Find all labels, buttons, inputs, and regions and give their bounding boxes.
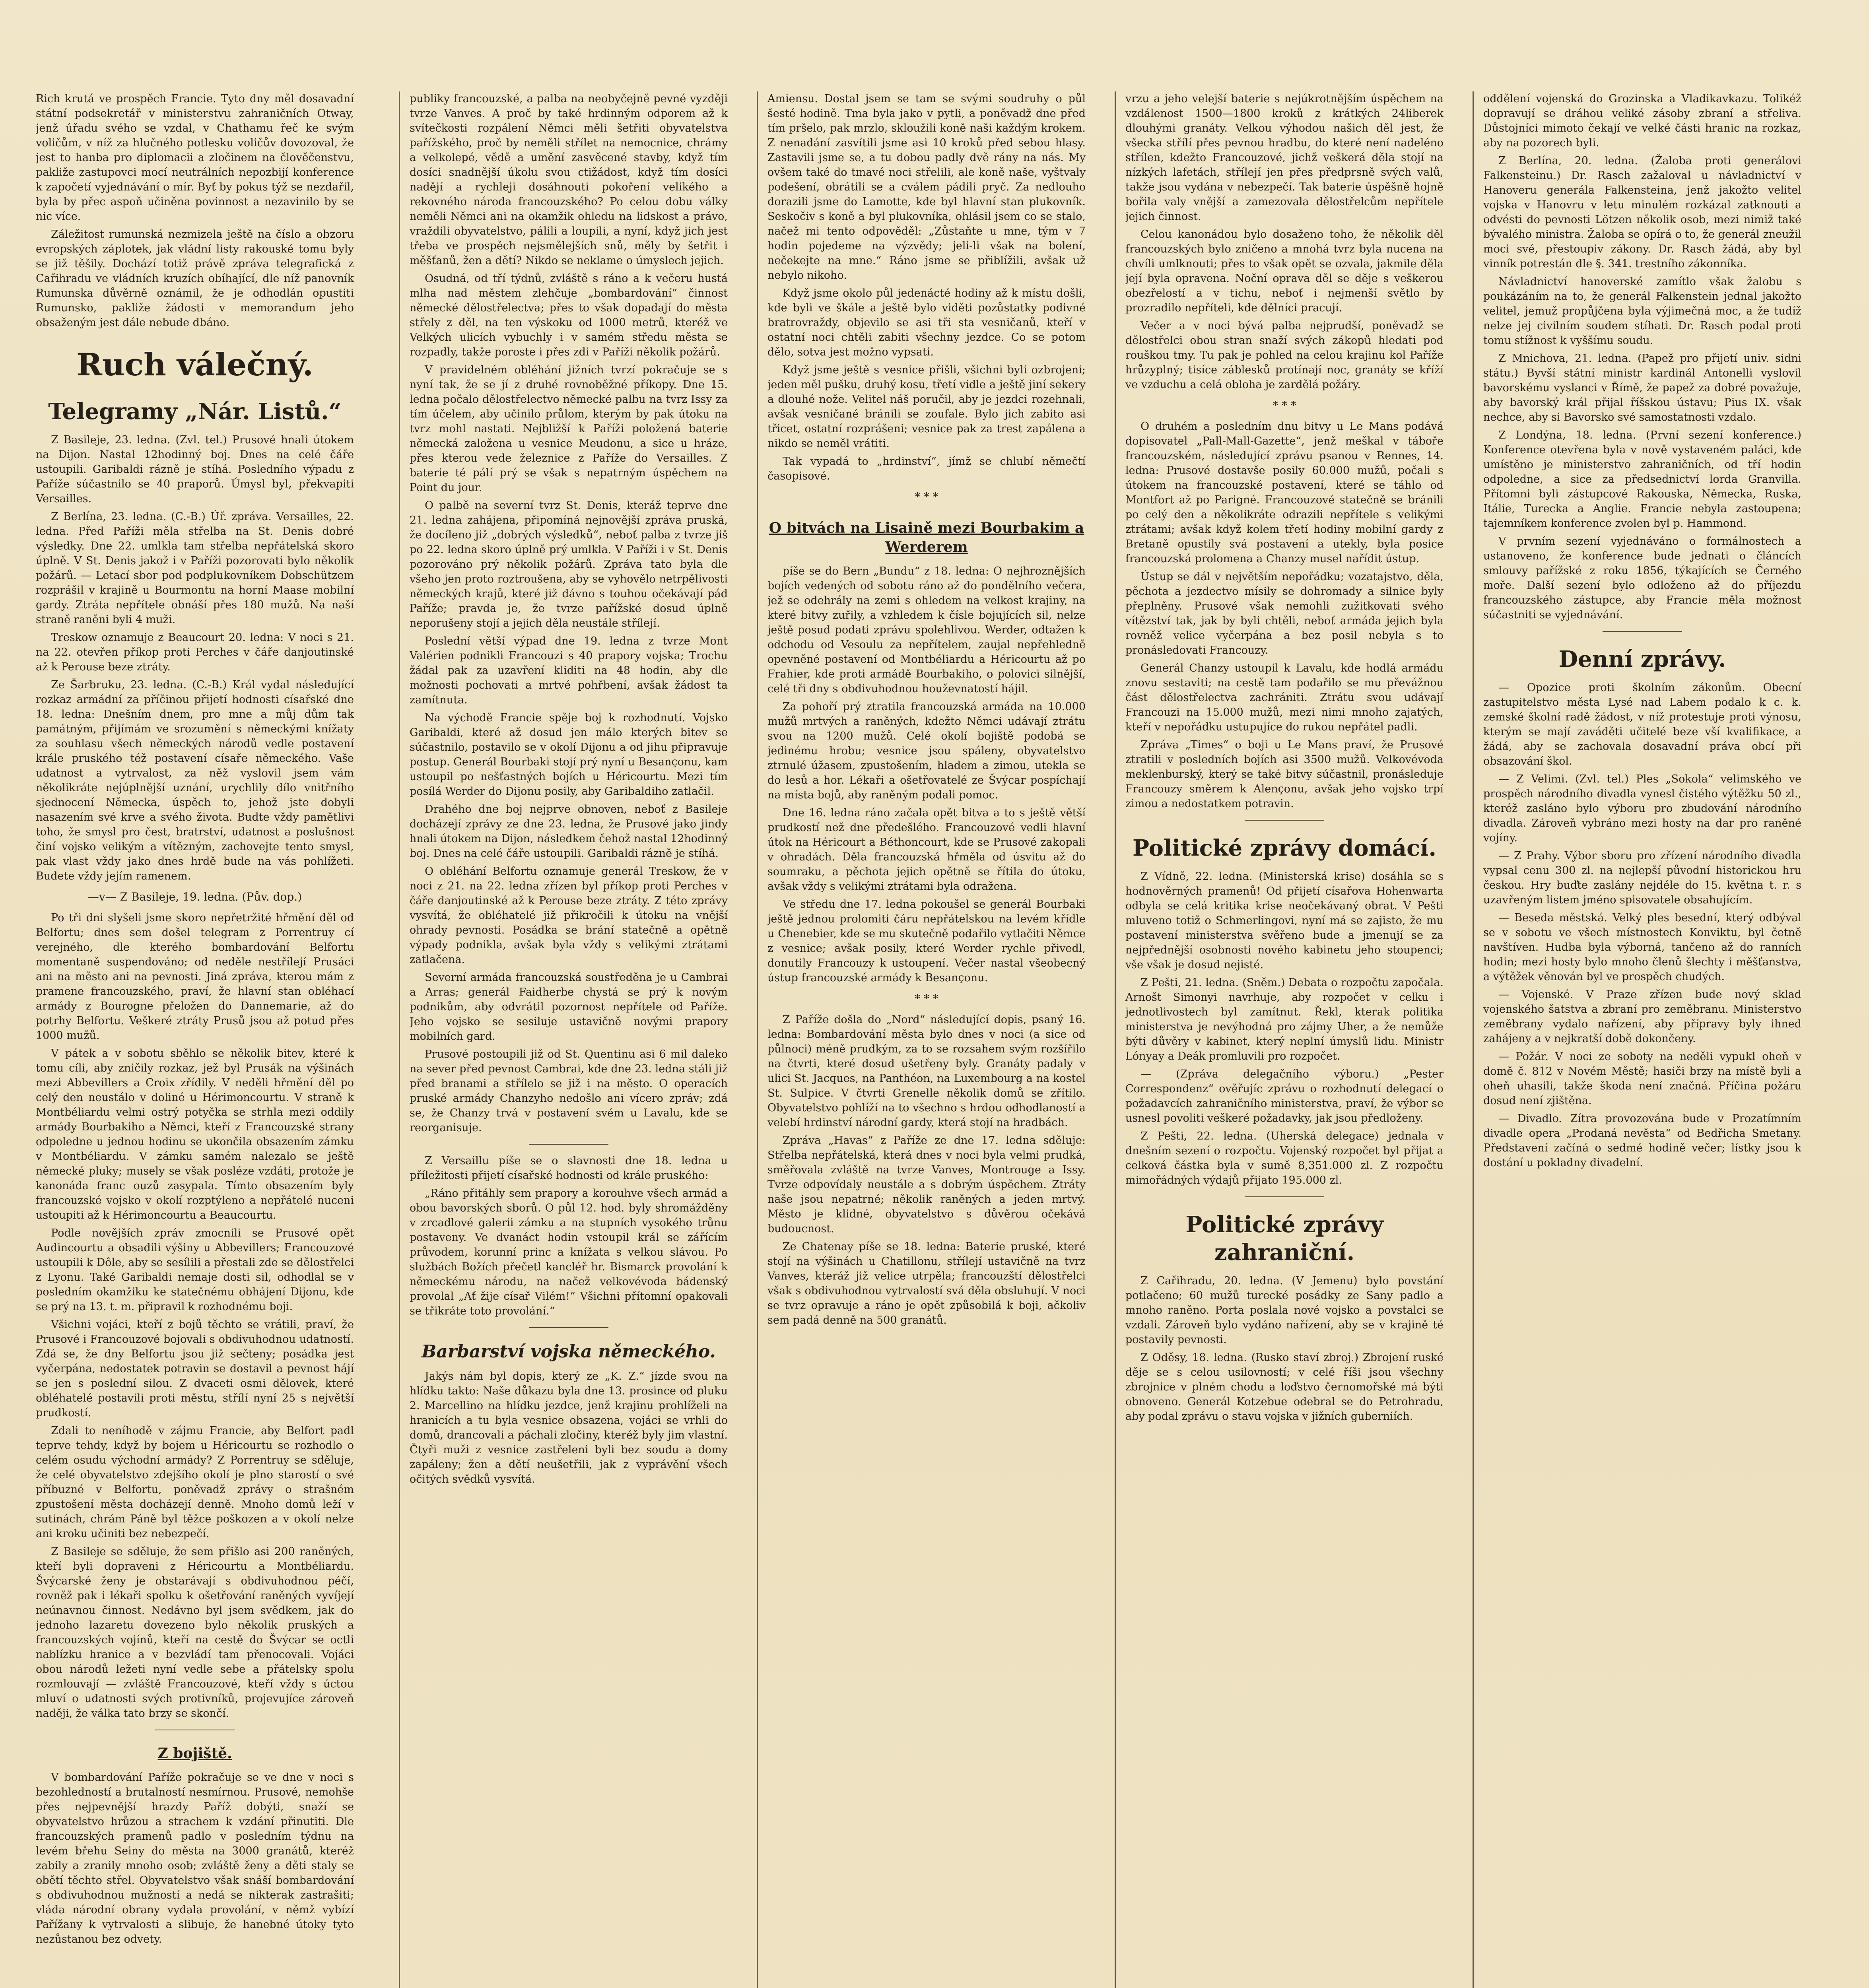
divider: [1245, 1196, 1324, 1197]
divider: [1245, 820, 1324, 821]
section-separator: * * *: [1273, 399, 1296, 412]
article-paragraph: Z Londýna, 18. ledna. (První sezení konference.) Konference otevřena byla v nově vystaveném paláci, kde umístěno je ministerstvo zahraničních, od tří hodin odpoledne, a sice za předsednictví lorda Granvilla. Přítomni byli zástupcové Rakouska, Německa, Ruska, Itálie, Turecka a Anglie. Francie nebyla zastoupena; tajemníkem konference zvolen byl p. Hammond.: [1483, 429, 1801, 530]
article-paragraph: Generál Chanzy ustoupil k Lavalu, kde hodlá armádu znovu sestaviti; na cestě tam podařilo se mu převážnou část dělostřelectva zachrániti. Ztrátu svou udávají Francouzi na 15.000 mužů, mezi nimi mnoho zajatých, kteří v nepořádku ustupujíce do rukou nepřátel padli.: [1125, 662, 1444, 733]
divider: [529, 1144, 608, 1145]
article-paragraph: Drahého dne boj nejprve obnoven, neboť z Basileje docházejí zprávy ze dne 23. ledna, že Prusové jako jindy hnali útokem na Dijon, následkem čehož nastal 12hodinný boj. Dnes na celé čáře ustoupili. Garibaldi rázně je stíhá.: [410, 803, 728, 860]
article-paragraph: Zdali to neníhodě v zájmu Francie, aby Belfort padl teprve tehdy, když by bojem u Héricourtu se rozhodlo o celém osudu východní armády? Z Porrentruy se sděluje, že celé obyvatelstvo zdejšího okolí je plno starostí o své příbuzné v Belfortu, poněvadž zprávy o strašném zpustošení města docházejí denně. Mnoho domů leží v sutinách, chrám Páně byl těžce poškozen a v okolí nelze ani kroku učiniti bez nebezpečí.: [36, 1425, 354, 1540]
article-paragraph: — Vojenské. V Praze zřízen bude nový sklad vojenského šatstva a zbraní pro zeměbranu. Ministerstvo zeměbrany vydalo nařízení, aby přípravy byly ihned zahájeny a v nejkratší době dokončeny.: [1483, 988, 1801, 1045]
article-paragraph: Ve středu dne 17. ledna pokoušel se generál Bourbaki ještě jednou prolomiti čáru nepřátelskou na levém křídle u Chenebier, kde se mu skutečně podařilo vytlačiti Němce z vesnice; avšak posily, které Werder rychle přivedl, donutily Francouzy k ustoupení. Večer nastal všeobecný ústup francouzské armády k Besançonu.: [767, 898, 1086, 984]
column-rule: [757, 91, 758, 1988]
article-paragraph: Z Berlína, 20. ledna. (Žaloba proti generálovi Falkensteinu.) Dr. Rasch zažaloval u návladnictví v Hanoveru generála Falkensteina, jenž jakožto velitel vojska v Hanovru v letu minulém rozkázal zatknouti a odvésti do pevnosti Lötzen několik osob, mezi nimiž také bývalého ministra. Žaloba se opírá o to, že generál zneužil moci své, přestoupiv zákony. Dr. Rasch žádá, aby byl vinník potrestán dle §. 341. trestního zákonníka.: [1483, 155, 1801, 270]
article-paragraph: Ze Chatenay píše se 18. ledna: Baterie pruské, které stojí na výšinách u Chatillonu, střílejí ustavičně na tvrz Vanves, kteráž již velice utrpěla; francouzští dělostřelci však s obdivuhodnou vytrvalostí svá děla obsluhují. V noci se tvrz opravuje a ráno je opět způsobilá k boji, ačkoliv sem padá denně na 500 granátů.: [767, 1241, 1086, 1326]
column-4: [1125, 91, 1444, 1988]
article-paragraph: Záležitost rumunská nezmizela ještě na číslo a obzoru evropských záplotek, jak vládní listy rakouské tomu byly se již těšily. Dochází totiž právě zpráva telegrafická z Cařihradu ve vládních kruzích obíhající, dle níž panovník Rumunska důvěrně oznámil, že je odhodlán opustiti Rumunsko, pakliže žádosti v memorandum jeho obsaženým jest dále nebude dbáno.: [36, 228, 354, 329]
section-separator: * * *: [915, 992, 938, 1005]
article-paragraph: V prvním sezení vyjednáváno o formálnostech a ustanoveno, že konference bude jednati o článcích smlouvy pařížské z roku 1856, týkajících se Černého moře. Další sezení bylo odloženo až do příjezdu francouzského zástupce, aby Francie měla možnost súčastniti se vyjednávání.: [1483, 535, 1801, 621]
article-paragraph: Zpráva „Havas“ z Paříže ze dne 17. ledna sděluje: Střelba nepřátelská, která dnes v noci byla velmi prudká, směřovala zvláště na tvrze Vanves, Montrouge a Issy. Tvrze odpovídaly neustále a s dobrým úspěchem. Ztráty naše jsou nepatrné; několik raněných a jeden mrtvý. Město je klidné, obyvatelstvo s důvěrou očekává budoucnost.: [767, 1134, 1086, 1235]
article-paragraph: Všichni vojáci, kteří z bojů těchto se vrátili, praví, že Prusové i Francouzové bojovali s obdivuhodnou udatností. Zdá se, že dny Belfortu jsou již sečteny; posádka jest vyčerpána, nedostatek potravin se dostavil a pevnost hájí se jen s poslední silou. Z dvaceti osmi dělovek, které obléhatelé postavili proti městu, střílí nyní 25 s největší prudkostí.: [36, 1318, 354, 1419]
article-paragraph: Treskow oznamuje z Beaucourt 20. ledna: V noci s 21. na 22. otevřen příkop proti Perches v čáře danjoutinské až k Perouse beze ztráty.: [36, 631, 354, 673]
section-headline: Z bojiště.: [157, 1745, 232, 1762]
article-paragraph: — Požár. V noci ze soboty na neděli vypukl oheň v domě č. 812 v Novém Městě; hasiči brzy na místě byli a oheň uhasili, takže škoda není značná. Příčina požáru dosud není zjištěna.: [1483, 1050, 1801, 1107]
article-paragraph: Severní armáda francouzská soustředěna je u Cambrai a Arras; generál Faidherbe chystá se prý k novým podnikům, aby odvrátil pozornost nepřítele od Paříže. Jeho vojsko se sesiluje ustavičně novými prapory mobilních gard.: [410, 971, 728, 1043]
section-headline: Politické zprávy domácí.: [1133, 835, 1436, 861]
article-paragraph: Z Basileje, 23. ledna. (Zvl. tel.) Prusové hnali útokem na Dijon. Nastal 12hodinný boj. Dnes na celé čáře ustoupili. Garibaldi rázně je stíhá. Posledního výpadu z Paříže súčastnilo se 40 praporů. Úmysl byl, překvapiti Versailles.: [36, 434, 354, 505]
column-2: [410, 91, 728, 1988]
divider: [529, 1327, 608, 1328]
article-paragraph: Tak vypadá to „hrdinství“, jímž se chlubí němečtí časopisové.: [767, 455, 1086, 482]
section-headline: Barbarství vojska německého.: [422, 1342, 716, 1362]
article-paragraph: Celou kanonádou bylo dosaženo toho, že několik děl francouzských bylo zničeno a mnohá tvrz byla nucena na chvíli umlknouti; přes to však opět se ozvala, jakmile děla její byla opravena. Noční oprava děl se děje s veškerou obezřelostí a v tichu, neboť i nejmenší světlo by prozradilo nepříteli, kde dělníci pracují.: [1125, 228, 1444, 314]
article-paragraph: Z Basileje se sděluje, že sem přišlo asi 200 raněných, kteří byli dopraveni z Héricourtu a Montbéliardu. Švýcarské ženy je obstarávají s obdivuhodnou péčí, rovněž pak i lékaři spolku k ošetřování raněných vyvíjejí neúnavnou činnost. Nedávno byl jsem svědkem, jak do jednoho lazaretu dovezeno bylo několik pruských a francouzských vojínů, kteří na cestě do Švýcar se octli nablízku hranice a v bezvládí tam přenocovali. Vojáci obou národů ležeti nyní vedle sebe a přátelsky spolu rozmlouvají — zvláště Francouzové, kteří vždy s úctou mluví o udatnosti svých protivníků, projevujíce zároveň naději, že válka tato brzy se skončí.: [36, 1545, 354, 1720]
section-headline: Ruch válečný.: [76, 347, 313, 383]
article-paragraph: — Divadlo. Zítra provozována bude v Prozatímním divadle opera „Prodaná nevěsta“ od Bedřicha Smetany. Představení začíná o sedmé hodině večer; lístky jsou k dostání u pokladny divadelní.: [1483, 1112, 1801, 1169]
column-rule: [1115, 91, 1116, 1988]
section-headline: Politické zprávy zahraniční.: [1185, 1211, 1383, 1266]
article-paragraph: Jakýs nám byl dopis, který ze „K. Z.“ jízde svou na hlídku takto: Naše důkazu byla dne 13. prosince od pluku 2. Marcellino na hlídku jezdce, jenž krajinu prohlíželi na hranicích a tu byla vesnice obsazena, vojáci se vrhli do domů, drancovali a páchali zločiny, kteréž byly jim vlastní. Čtyři muži z vesnice zastřeleni byli bez soudu a domy zapáleny; žen a dětí neušetřili, jak z vyprávění všech očitých svědků vysvítá.: [410, 1370, 728, 1485]
article-paragraph: Z Vídně, 22. ledna. (Ministerská krise) dosáhla se s hodnověrných pramenů! Od přijetí císařova Hohenwarta odbyla se celá kritika krise neočekávaný obrat. V Pešti mluveno totiž o Schmerlingovi, nyní má se zajisto, že mu postavení ministerstva svěřeno bude a jmenují se za nejpřednější osobnosti nového kabinetu jeho stoupenci; vše však je dosud nejisté.: [1125, 870, 1444, 971]
article-paragraph: Z Mnichova, 21. ledna. (Papež pro přijetí univ. sidni státu.) Byvší státní ministr kardinál Antonelli vyslovil bavorskému vyslanci v Římě, že papež za dobré považuje, aby bavorský král přijal říšskou ústavu; Pius IX. však nechce, aby si Bavorsko své samostatnosti vzdalo.: [1483, 352, 1801, 423]
article-paragraph: Ze Šarbruku, 23. ledna. (C.-B.) Král vydal následující rozkaz armádní za příčinou přijetí hodnosti císařské dne 18. ledna: Dnešním dnem, pro mne a můj dům tak památným, přijímám ve srozumění s německými knížaty za souhlasu všech německých národů vedle postavení krále pruského též postavení císaře německého. Vaše udatnost a vytrvalost, za něž vyslovil jsem vám několikráte nejúplnější uznání, urychlily dílo vnitřního sjednocení Německa, úspěch to, jehož jste dobyli nasazením své krve a svého života. Budte vždy pamětlivi toho, že smysl pro čest, bratrství, udatnost a poslušnost činí vojsko velikým a vítězným, zachovejte tento smysl, pak vlast vždy jako dnes hrdě bude na vás pohlížeti. Budete vždy jejím ramenem.: [36, 679, 354, 882]
article-paragraph: publiky francouzské, a palba na neobyčejně pevné vyzději tvrze Vanves. A proč by také hrdinným odporem až k svítečkosti rozpálení Němci měli šetřiti obyvatelstva pařížského, proč by neměli střílet na nemocnice, chrámy a velkolepé, vědě a umění zasvěcené stavby, když tím dosíci snadnější úkolu svou ctižádost, když tím dosíci nadějí a rychleji dosáhnouti pokoření velikého a rekovného národa francouzského? Po celou dobu války neměli Němci ani na okamžik ohledu na lidskost a právo, vraždili obyvatelstvo, pálili a loupili, a nyní, když jich jest třeba ve prospěch nejsmělejších snů, měly by šetřit i měšťanů, žen a dětí? Nikdo se neklame o úmyslech jejich.: [410, 93, 728, 267]
column-5: [1483, 91, 1801, 1988]
article-paragraph: „Ráno přitáhly sem prapory a korouhve všech armád a obou bavorských sborů. O půl 12. hod. byly shromážděny v zrcadlové galerii zámku a na stupních vysokého trůnu postaveny. Ve dvanáct hodin vstoupil král se zářícím průvodem, korunní princ a knížata s velkou slávou. Po službách Božích přečetl kancléř hr. Bismarck provolání k německému národu, na načež velkovévoda bádenský provolal „Ať žije císař Vilém!“ Všichni přítomní opakovali se třikráte toto provolání.“: [410, 1187, 728, 1317]
article-paragraph: O druhém a posledním dnu bitvy u Le Mans podává dopisovatel „Pall-Mall-Gazette“, jenž meškal v táboře francouzském, následující zprávu psanou v Rennes, 14. ledna: Prusové dostavše posily 60.000 mužů, počali s útokem na francouzské postavení, které se táhlo od Montfort až po Parigné. Francouzové statečně se bránili po celý den a několikráte odrazili nepřítele s velikými ztrátami; avšak když kolem třetí hodiny mobilní gardy z Bretaně opustily svá postavení a utekly, byla posice francouzská prolomena a Chanzy musel nařídit ústup.: [1125, 420, 1444, 565]
article-paragraph: Rich krutá ve prospěch Francie. Tyto dny měl dosavadní státní podsekretář v ministerstvu zahraničních Otway, jenž úřadu svého se vzdal, v Chathamu řeč ke svým voličům, v níž za hlučného potlesku voličův dovozoval, že jest to hanba pro diplomacii a zločinem na člověčenstvu, pakliže zastupovci mocí neutrálních nepozbijí konference k započetí vyjednávání o mír. Byť by pokus týž se nezdařil, byla by přec aspoň učiněna povinnost a nezavinilo by se nic více.: [36, 93, 354, 223]
article-paragraph: — Opozice proti školním zákonům. Obecní zastupitelstvo města Lysé nad Labem podalo k c. k. zemské školní radě žádost, v níž protestuje proti výnosu, kterým se mají zaváděti učitelé beze vší kvalifikace, a žádá, aby se zachovala dosavadní práva obcí při obsazování škol.: [1483, 681, 1801, 767]
article-paragraph: Zpráva „Times“ o boji u Le Mans praví, že Prusové ztratili v posledních bojích asi 3500 mužů. Velkovévoda meklenburský, který se také bitvy súčastnil, pronásleduje Francouzy směrem k Alençonu, avšak jeho vojsko trpí zimou a nedostatkem potravin.: [1125, 739, 1444, 810]
article-paragraph: Z Oděsy, 18. ledna. (Rusko staví zbroj.) Zbrojení ruské děje se s celou usilovností; v celé říši jsou všechny zbrojnice v plném chodu a loďstvo černomořské má býti obnoveno. Generál Kotzebue odebral se do Petrohradu, aby podal zprávu o stavu vojska v jižních guberniích.: [1125, 1351, 1444, 1423]
article-paragraph: oddělení vojenská do Grozinska a Vladikavkazu. Tolikéž dopravují se dráhou veliké zásoby zbraní a střeliva. Důstojníci mimoto čekají ve velké části hranic na rozkaz, aby na pozorech byli.: [1483, 93, 1801, 149]
column-rule: [399, 91, 400, 1988]
article-paragraph: Z Berlína, 23. ledna. (C.-B.) Úř. zpráva. Versailles, 22. ledna. Před Paříži měla střelba na St. Denis dobré výsledky. Dne 22. umlkla tam střelba nepřátelská skoro úplně. V St. Denis jakož i v Paříži pozorovati bylo několik požárů. — Letací sbor pod podplukovníkem Dobschützem rozprášil v krajině u Bourmontu na horní Maase mobilní gardy. Ztráta nepřítele obnáší přes 180 mužů. Na naší straně raněni byli 4 muži.: [36, 511, 354, 626]
article-paragraph: Návladnictví hanoverské zamítlo však žalobu s poukázáním na to, že generál Falkenstein jednal jakožto velitel, jemuž propůjčena byla výjimečná moc, a že tudíž nelze jej civilním soudem stíhati. Dr. Rasch podal proti tomu stížnost k vyššímu soudu.: [1483, 276, 1801, 347]
article-paragraph: Když jsme okolo půl jedenácté hodiny až k místu došli, kde byli ve škále a ještě bylo viděti pozůstatky podivné bratrovraždy, objevilo se asi tři sta vesničanů, kteří v ostatní noci chtěli zabiti všechny jezdce. Co se potom dělo, sotva jest možno vypsati.: [767, 287, 1086, 358]
article-paragraph: — (Zpráva delegačního výboru.) „Pester Correspondenz“ ověřujíc zprávu o rozhodnutí delegací o požadavcích zahraničního ministerstva, praví, že výbor se usnesl povoliti veškeré požadavky, jak jsou předloženy.: [1125, 1068, 1444, 1124]
article-paragraph: — Z Prahy. Výbor sboru pro zřízení národního divadla vypsal cenu 300 zl. na nejlepší původní historickou hru českou. Hry buďte zaslány nejdéle do 15. května t. r. s uzavřeným listem jméno spisovatele obsahujícím.: [1483, 850, 1801, 906]
article-paragraph: — Beseda městská. Velký ples besední, který odbýval se v sobotu ve všech místnostech Konviktu, byl četně navštíven. Hudba byla výborná, tančeno až do ranních hodin; mezi hosty bylo mnoho členů šlechty i měšťanstva, a výtěžek věnován byl ve prospěch chudých.: [1483, 912, 1801, 983]
column-1: [36, 91, 354, 1988]
article-paragraph: O obléhání Belfortu oznamuje generál Treskow, že v noci z 21. na 22. ledna zřízen byl příkop proti Perches v čáře danjoutinské až k Perouse beze ztráty. Z této zprávy vysvítá, že obléhatelé již přikročili k útoku na vnější ohrady pevnosti. Posádka se brání statečně a opětně výpady podnikla, avšak byla vždy s velikými ztrátami zatlačena.: [410, 865, 728, 966]
article-paragraph: Z Versaillu píše se o slavnosti dne 18. ledna u příležitosti přijetí císařské hodnosti od krále pruského:: [410, 1155, 728, 1182]
article-paragraph: Večer a v noci bývá palba nejprudší, poněvadž se dělostřelci obou stran snaží svých zákopů hledati pod rouškou tmy. Tu pak je pohled na celou krajinu kol Paříže hrůzyplný; tisíce záblesků protínají noc, granáty se kříží ve vzduchu a celá obloha je zardělá požáry.: [1125, 320, 1444, 391]
section-separator: —v— Z Basileje, 19. ledna. (Pův. dop.): [87, 890, 302, 903]
article-paragraph: Poslední větší výpad dne 19. ledna z tvrze Mont Valérien podnikli Francouzi s 40 prapory vojska; Trochu žádal pak za uzavření kliditi na 48 hodin, aby dle možnosti pochovati a mrtvé pohřbení, avšak žádost ta zamítnuta.: [410, 635, 728, 706]
article-paragraph: V pátek a v sobotu sběhlo se několik bitev, které k tomu cíli, aby zničily rozkaz, jež byl Prusák na výšinách mezi Abbevillers a Croix zřídily. V neděli hřmění děl po celý den neustálo v doliné u Hérimoncourtu. V straně k Montbéliardu velmi ostrý potyčka se strhla mezi oddily armády Bourbakiho a Němci, kteří z Francouzské strany odpoledne u jednou hodinu se ukončila obsazením zámku v Montbéliardu. V zámku samém nalezalo se ještě německé pluky; musely se však posléze vzdáti, protože je kanonáda franc ouzů zasypala. Tímto obsazením byly francouzské vojsko v okolí rozptýleno a nepřátelé nuceni ustoupiti až k Hérimoncourtu a Beaucourtu.: [36, 1047, 354, 1221]
section-separator: * * *: [915, 490, 938, 503]
article-paragraph: Amiensu. Dostal jsem se tam se svými soudruhy o půl šesté hodině. Tma byla jako v pytli, a poněvadž dne před tím pršelo, pak mrzlo, skloužili koně naši každým krokem. Z nenadání zasvítili jsme asi 10 kroků před sebou hlasy. Zastavili jsme se, a tu dobou padly dvě rány na nás. My ovšem také do tmavé noci střelili, ale koně naše, vyštvaly podešení, obrátili se a cválem pádili pryč. Za nedlouho dorazili jsme do Lamotte, kde byl hlavní stan plukovník. Seskočiv s koně a byl plukovníka, ohlásil jsem co se stalo, načež mi tento odpověděl: „Zůstaňte u mne, tým v 7 hodin pojedeme na výzvědy; jeli-li však na bolení, nečekejte na mne.“ Ráno jsme se přiblížili, avšak už nebylo nikoho.: [767, 93, 1086, 282]
article-paragraph: — Z Velimi. (Zvl. tel.) Ples „Sokola“ velimského ve prospěch národního divadla vynesl čistého výtěžku 50 zl., kteréž zasláno bylo výboru pro zbudování národního divadla. Zároveň vybráno mezi hosty na dar pro raněné vojíny.: [1483, 773, 1801, 844]
article-paragraph: V pravidelném obléhání jižních tvrzí pokračuje se s nyní tak, že se jí z druhé rovnoběžné příkopy. Dne 15. ledna počalo dělostřelectvo německé palbu na tvrz Issy za tím účelem, aby učinilo průlom, kterým by pak útoku na tvrz mohl nastati. Nejbližší k Paříži položená baterie německá založena u vesnice Meudonu, a sice u hráze, přes kterou vede železnice z Paříže do Versailles. Z baterie té pálí prý se však s nepatrným úspěchem na Point du jour.: [410, 364, 728, 494]
section-headline: O bitvách na Lisaině mezi Bourbakim a Werderem: [769, 520, 1084, 555]
section-headline: Telegramy „Nár. Listů.“: [48, 398, 342, 425]
article-paragraph: Osudná, od tří týdnů, zvláště s ráno a k večeru hustá mlha nad městem zlehčuje „bombardování“ činnost německé dělostřelectva; přes to však dopadají do města střely z děl, na ten výskoku od 1000 metrů, kteréž ve Velkých ulicích vybuchly i v samém středu města se rozpadly, takže poroste i přes zdi v Paříži několik požárů.: [410, 272, 728, 358]
article-paragraph: Po tři dni slyšeli jsme skoro nepřetržité hřmění děl od Belfortu; dnes sem došel telegram z Porrentruy cí verejného, dle kterého bombardování Belfortu momentaně suspendováno; od neděle nestřílejí Prusáci ani na město ani na pevnosti. Jiná zpráva, kterou mám z pramene francouzského, praví, že hlavní stan obléhací armády z Bourogne přeložen do Dannemarie, až do potrhy Belfortu. Veškeré ztráty Prusů jsou až potud přes 1000 mužů.: [36, 912, 354, 1042]
article-paragraph: Dne 16. ledna ráno začala opět bitva a to s ještě větší prudkostí než dne předešlého. Francouzové vedli hlavní útok na Héricourt a Béthoncourt, kde se Prusové zakopali v ohradách. Děla francouzská hřměla od úsvitu až do soumraku, a pěchota jejich opětně se řítila do útoku, avšak vždy s velikými ztrátami byla odražena.: [767, 807, 1086, 893]
article-paragraph: Podle novějších zpráv zmocnili se Prusové opět Audincourtu a obsadili výšiny u Abbevillers; Francouzové ustoupili k Dôle, aby se sesílili a přestali zde se dělostřelci z Lyonu. Také Garibaldi nemaje dosti sil, odhodlal se v posledním okamžiku ke statečnému obhájení Dijonu, kde se prý na 13. t. m. připravil k rozhodnému boji.: [36, 1227, 354, 1313]
article-paragraph: Ústup se dál v největším nepořádku; vozatajstvo, děla, pěchota a jezdectvo mísily se dohromady a silnice byly přeplněny. Prusové však nemohli zužitkovati svého vítězství tak, jak by byli chtěli, neboť armáda jejich byla rovněž velice vyčerpána a bez posil nebyla s to pronásledovati Francouzy.: [1125, 571, 1444, 656]
article-paragraph: Na východě Francie spěje boj k rozhodnutí. Vojsko Garibaldi, které až dosud jen málo kterých bitev se súčastnilo, postavilo se v okolí Dijonu a od jihu připravuje postup. Generál Bourbaki stojí prý nyní u Besançonu, kam ustoupil po nešťastných bojích u Héricourtu. Mezi tím posílá Werder do Dijonu posily, aby Garibaldiho zatlačil.: [410, 712, 728, 798]
article-paragraph: Z Pešti, 21. ledna. (Sněm.) Debata o rozpočtu započala. Arnošt Simonyi navrhuje, aby rozpočet v celku i jednotlivostech byl zamítnut. Řekl, kterak politika ministerstva je nevýhodná pro zájmy Uher, a že nemůže býti důvěry v kabinet, který neplní úmyslů lidu. Ministr Lónyay a Deák promluvili pro rozpočet.: [1125, 977, 1444, 1062]
article-paragraph: Když jsme ještě s vesnice přišli, všichni byli ozbrojeni; jeden měl pušku, druhý kosu, třetí vidle a ještě jiní sekery a dlouhé nože. Velitel náš poručil, aby je jezdci rozehnali, avšak vesničané bránili se zoufale. Bylo jich zabito asi třicet, ostatní rozprášeni; vesnice pak za trest zapálena a nikdo se neměl vrátiti.: [767, 364, 1086, 450]
article-paragraph: vrzu a jeho velejší baterie s nejúkrotnějším úspěchem na vzdálenost 1500—1800 kroků z krátkých 24liberek dlouhými granáty. Velkou výhodou našich děl jest, že všecka střílí přes pevnou hradbu, do které není nadeléno střílen, kdežto Francouzové, jichž veškerá děla stojí na nízkých lafetách, střílejí jen přes předprsně svých valů, takže jsou vydána v nebezpečí. Tak baterie úspěšně hojně bořila valy vnější a zamezovala dělostřelcům nepřítele jejich činnost.: [1125, 93, 1444, 223]
article-paragraph: píše se do Bern „Bundu“ z 18. ledna: O nejhroznějších bojích vedených od sobotu ráno až do pondělního večera, jež se odehrály na zemi s ohledem na velkost krajiny, na které bitvy zuřily, a vzhledem k čísle bojujících sil, nelze ještě posud podati zprávu spolehlivou. Werder, odtažen k odchodu od Vesoulu za nepřítelem, zaujal nepřehledně opevněné postavení od Montbéliardu a Héricourtu až po Frahier, kde proti armádě Bourbakiho, o polovici silnější, celé tři dny s obdivuhodnou houževnatostí hájil.: [767, 565, 1086, 695]
article-paragraph: O palbě na severní tvrz St. Denis, kteráž teprve dne 21. ledna zahájena, připomíná nejnovější zpráva pruská, že docíleno již „dobrých výsledků“, neboť palba z tvrze jiš po 22. ledna skoro úplně prý umlkla. V Paříži i v St. Denis pozorováno prý několik požárů. Zpráva tato byla dle všeho jen proto roztroušena, aby se vyhovělo netrpělivosti německých krajů, které již dávno s touhou očekávají pád Paříže; pravda je, že tvrze pařížské dosud úplně neporušeny stojí a jejich děla neustále střílejí.: [410, 499, 728, 629]
article-paragraph: V bombardování Paříže pokračuje se ve dne v noci s bezohledností a brutalností nesmírnou. Prusové, nemohše přes nejpevnější hrazdy Paříž dobýti, snaží se obyvatelstvo hrůzou a strachem k vzdání přinutiti. Dle francouzských pramenů padlo v posledním týdnu na levém břehu Seiny do města na 3000 granátů, kteréž zabily a zranily mnoho osob; zvláště ženy a děti staly se obětí těchto střel. Obyvatelstvo však snáší bombardování s obdivuhodnou mužností a nedá se nikterak zastrašiti; vláda národní obrany vydala provolání, v němž vybízí Pařížany k vytrvalosti a slibuje, že hanebné útoky tyto nezůstanou bez odvety.: [36, 1771, 354, 1945]
article-paragraph: Z Cařihradu, 20. ledna. (V Jemenu) bylo povstání potlačeno; 60 mužů turecké posádky ze Sany padlo a mnoho raněno. Porta poslala nové vojsko a povstalci se vzdali. Zároveň bylo vydáno nařízení, aby se v krajině té postavily pevnosti.: [1125, 1275, 1444, 1346]
column-rule: [1473, 91, 1474, 1988]
article-paragraph: Z Pešti, 22. ledna. (Uherská delegace) jednala v dnešním sezení o rozpočtu. Vojenský rozpočet byl přijat a celková částka byla v sumě 8,351.000 zl. Z rozpočtu mimořádných výdajů přijato 195.000 zl.: [1125, 1130, 1444, 1186]
divider: [1603, 631, 1682, 632]
column-3: [767, 91, 1086, 1988]
article-paragraph: Z Paříže došla do „Nord“ následující dopis, psaný 16. ledna: Bombardování města bylo dnes v noci (a sice od půlnoci) méně prudkým, za to se rozsahem svým rozšířilo na čtvrti, které dosud ušetřeny byly. Granáty padaly v ulici St. Jacques, na Panthéon, na Luxembourg a na kostel St. Sulpice. V čtvrti Grenelle několik domů se zřítilo. Obyvatelstvo pohlíží na to všechno s hrdou odhodlaností a velebí hrdinství národní gardy, která stojí na hradbách.: [767, 1013, 1086, 1129]
article-paragraph: Prusové postoupili již od St. Quentinu asi 6 mil daleko na sever před pevnost Cambrai, kde dne 23. ledna stáli již před branami a střílelo se již i na město. O operacích pruské armády Chanzyho nedošlo ani vícero zpráv; zdá se, že Chanzy trvá v postavení svém u Lavalu, kde se reorganisuje.: [410, 1048, 728, 1134]
article-paragraph: Za pohoří prý ztratila francouzská armáda na 10.000 mužů mrtvých a raněných, kdežto Němci udávají ztrátu svou na 1200 mužů. Celé okolí bojiště podobá se jedinému hrobu; vesnice jsou spáleny, obyvatelstvo ztrnulé úžasem, zpustošením, hladem a zimou, utekla se do lesů a hor. Lékaři a ošetřovatelé ze Švýcar pospíchají na místa bojů, aby raněným podali pomoc.: [767, 701, 1086, 801]
section-headline: Denní zprávy.: [1558, 646, 1726, 672]
